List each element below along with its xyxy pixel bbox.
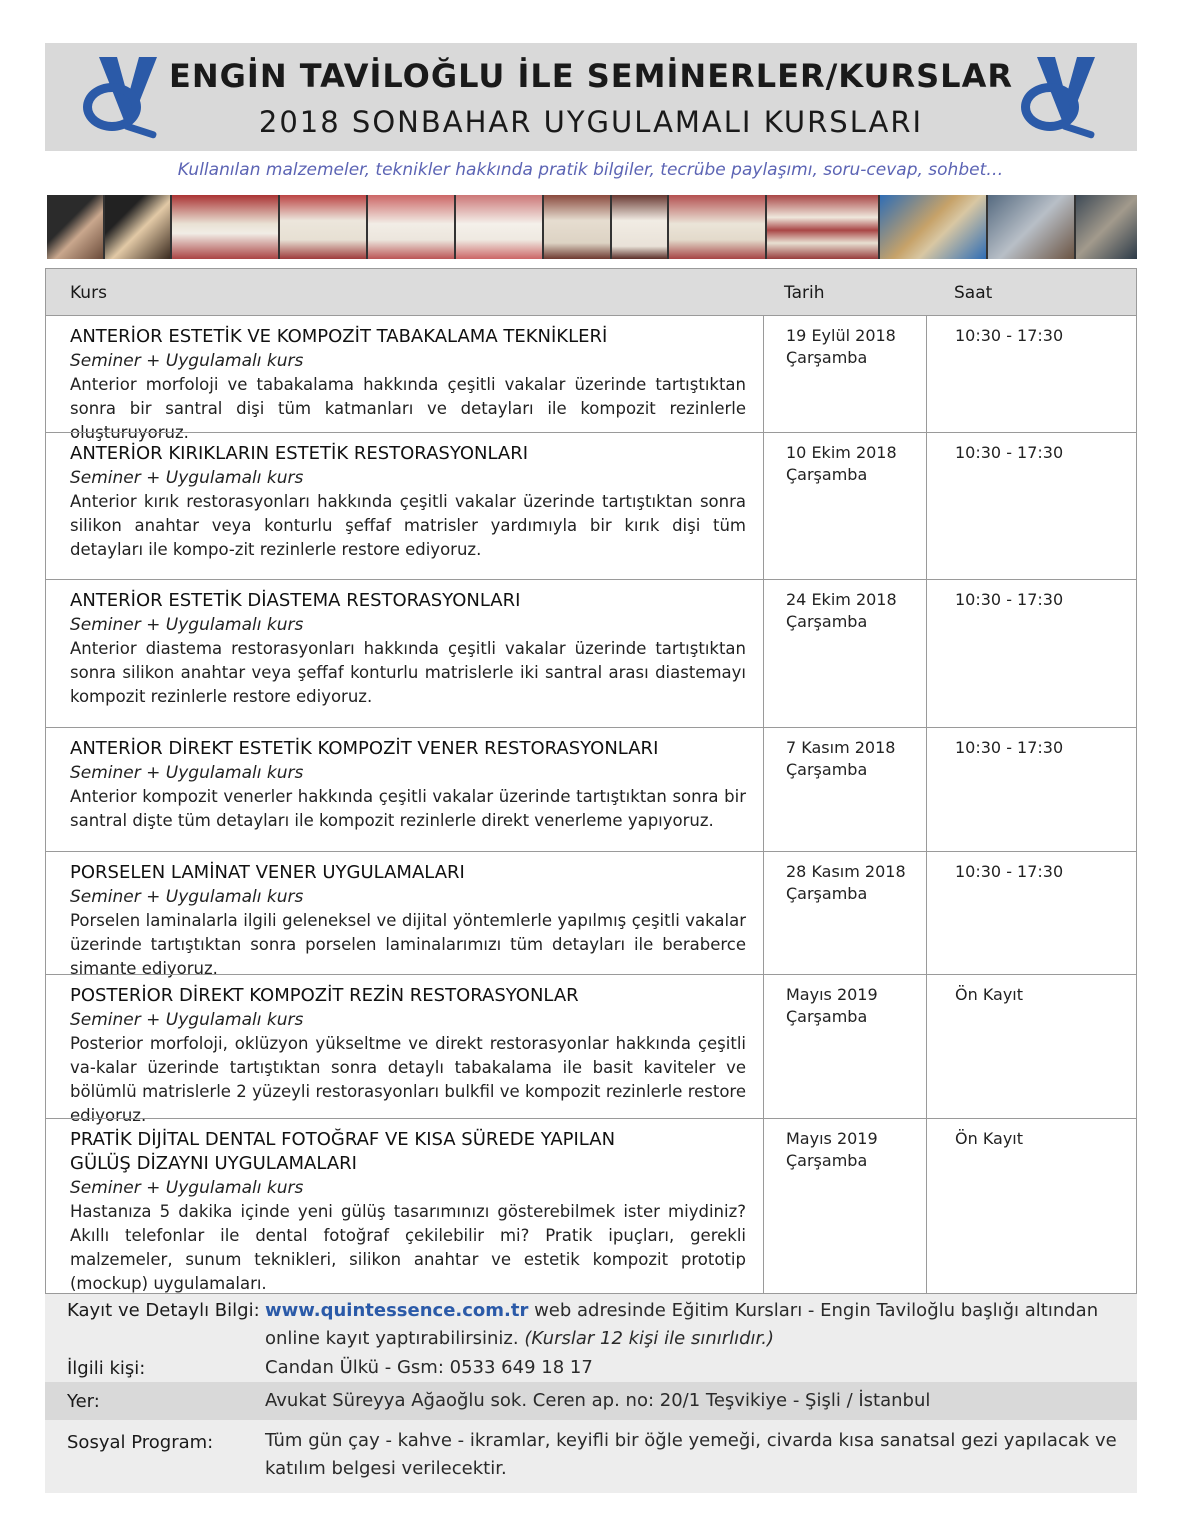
tagline: Kullanılan malzemeler, teknikler hakkında pratik bilgiler, tecrübe paylaşımı, soru-cevap, sohbet… [177, 160, 1004, 180]
page-title: ENGİN TAVİLOĞLU İLE SEMİNERLER/KURSLAR [169, 57, 1013, 95]
website-link[interactable]: www.quintessence.com.tr [265, 1300, 529, 1321]
course-day: Çarşamba [786, 1151, 868, 1170]
course-date: 7 Kasım 2018 [786, 738, 896, 757]
contact-value: Candan Ülkü - Gsm: 0533 649 18 17 [265, 1357, 593, 1378]
registration-label: Kayıt ve Detaylı Bilgi: [67, 1300, 260, 1321]
course-time: 10:30 - 17:30 [955, 862, 1064, 881]
dental-photo [544, 195, 610, 259]
course-description: Anterior morfoloji ve tabakalama hakkında çeşitli vakalar üzerinde tartıştıktan sonra bir santral dişi tüm katmanları ve detayları ile kompozit rezinlerle oluşturuyoruz. [70, 375, 746, 442]
course-day: Çarşamba [786, 760, 868, 779]
course-time: 10:30 - 17:30 [955, 326, 1064, 345]
course-time: 10:30 - 17:30 [955, 590, 1064, 609]
dental-photo [612, 195, 668, 259]
table-row [46, 432, 1136, 579]
course-date: 19 Eylül 2018 [786, 326, 896, 345]
column-header-course: Kurs [70, 283, 107, 303]
course-title-block [70, 1128, 750, 1296]
course-date-cell [786, 589, 897, 633]
course-type: Seminer + Uygulamalı kurs [70, 763, 304, 783]
course-date: 24 Ekim 2018 [786, 590, 897, 609]
course-description: Posterior morfoloji, oklüzyon yükseltme ve direkt restorasyonlar hakkında çeşitli va-kalar üzerinde tartıştıktan sonra detaylı tabakalama ile basit kaviteler ve bölümlü matrislerle 2 yüzeyli restorasyonları bulkfil ve kompozit rezinlerle restore ediyoruz. [70, 1034, 746, 1125]
social-label: Sosyal Program: [67, 1432, 214, 1453]
course-title-block [70, 325, 750, 445]
column-header-time: Saat [954, 283, 993, 303]
course-type: Seminer + Uygulamalı kurs [70, 1010, 304, 1030]
dental-photo [47, 195, 103, 259]
course-title: POSTERİOR DİREKT KOMPOZİT REZİN RESTORASYONLAR [70, 985, 579, 1006]
contact-label: İlgili kişi: [67, 1358, 146, 1379]
course-description: Hastanıza 5 dakika içinde yeni gülüş tasarımınızı gösterebilmek ister miydiniz? Akıllı telefonlar ile dental fotoğraf çekilebilir mi? Pratik ipuçları, gerekli malzemeler, sunum teknikleri, silikon anahtar ve estetik kompozit prototip (mockup) uygulamaları. [70, 1202, 746, 1293]
course-type: Seminer + Uygulamalı kurs [70, 615, 304, 635]
course-title-block [70, 589, 750, 709]
course-time: Ön Kayıt [955, 985, 1024, 1004]
course-date-cell [786, 737, 895, 781]
table-row [46, 727, 1136, 851]
qv-logo-icon [1017, 57, 1111, 141]
dental-photo [1076, 195, 1137, 259]
course-type: Seminer + Uygulamalı kurs [70, 1178, 304, 1198]
course-description: Anterior kompozit venerler hakkında çeşitli vakalar üzerinde tartıştıktan sonra bir santral dişte tüm detayları ile kompozit rezinlerle direkt venerleme yapıyoruz. [70, 787, 746, 830]
course-title-block [70, 861, 750, 981]
course-time: 10:30 - 17:30 [955, 738, 1064, 757]
column-divider [763, 315, 764, 1293]
course-date-cell [786, 442, 897, 486]
course-type: Seminer + Uygulamalı kurs [70, 351, 304, 371]
course-title: ANTERİOR ESTETİK DİASTEMA RESTORASYONLARI [70, 590, 521, 611]
dental-photo [280, 195, 366, 259]
table-row [46, 315, 1136, 442]
social-value: Tüm gün çay - kahve - ikramlar, keyifli bir öğle yemeği, civarda kısa sanatsal gezi yapılacak ve katılım belgesi verilecektir. [265, 1430, 1117, 1479]
course-title: ANTERİOR DİREKT ESTETİK KOMPOZİT VENER RESTORASYONLARI [70, 738, 659, 759]
table-header [46, 269, 1136, 315]
course-time: 10:30 - 17:30 [955, 443, 1064, 462]
table-row [46, 851, 1136, 978]
course-date-cell [786, 861, 906, 905]
course-title: ANTERİOR KIRIKLARIN ESTETİK RESTORASYONLARI [70, 443, 529, 464]
place-value: Avukat Süreyya Ağaoğlu sok. Ceren ap. no: 20/1 Teşvikiye - Şişli / İstanbul [265, 1390, 931, 1411]
registration-row [45, 1294, 1137, 1382]
course-title: PORSELEN LAMİNAT VENER UYGULAMALARI [70, 862, 465, 883]
table-row [46, 1118, 1136, 1293]
course-title: PRATİK DİJİTAL DENTAL FOTOĞRAF VE KISA SÜREDE YAPILAN GÜLÜŞ DİZAYNI UYGULAMALARI [70, 1129, 616, 1174]
place-row [45, 1382, 1137, 1420]
dental-photo [988, 195, 1074, 259]
course-description: Porselen laminalarla ilgili geleneksel ve dijital yöntemlerle yapılmış çeşitli vakalar üzerinde tartıştıktan sonra porselen laminalarımızı tüm detayları ile beraberce simante ediyoruz. [70, 911, 746, 978]
course-day: Çarşamba [786, 612, 868, 631]
course-date: 28 Kasım 2018 [786, 862, 906, 881]
registration-value [265, 1297, 1125, 1353]
course-title: ANTERİOR ESTETİK VE KOMPOZİT TABAKALAMA TEKNİKLERİ [70, 326, 608, 347]
registration-note: (Kurslar 12 kişi ile sınırlıdır.) [524, 1328, 775, 1349]
course-date-cell [786, 325, 896, 369]
course-day: Çarşamba [786, 465, 868, 484]
course-date-cell [786, 1128, 878, 1172]
course-date: 10 Ekim 2018 [786, 443, 897, 462]
place-label: Yer: [67, 1391, 100, 1412]
course-title-block [70, 984, 750, 1128]
dental-photo [172, 195, 278, 259]
column-header-date: Tarih [784, 283, 825, 303]
course-day: Çarşamba [786, 884, 868, 903]
course-title-block [70, 737, 750, 833]
course-date: Mayıs 2019 [786, 1129, 878, 1148]
dental-photo [456, 195, 542, 259]
column-divider [926, 315, 927, 1293]
photo-strip [47, 195, 1137, 259]
table-row [46, 579, 1136, 727]
dental-photo [105, 195, 171, 259]
course-type: Seminer + Uygulamalı kurs [70, 468, 304, 488]
page-subtitle-heading: 2018 SONBAHAR UYGULAMALI KURSLARI [258, 105, 924, 139]
header-banner [45, 43, 1137, 151]
dental-photo [368, 195, 454, 259]
course-date-cell [786, 984, 878, 1028]
course-table [45, 268, 1137, 1294]
course-day: Çarşamba [786, 348, 868, 367]
registration-text: web adresinde Eğitim Kursları - Engin Taviloğlu başlığı altından online kayıt yaptırabilirsiniz. [265, 1300, 1099, 1349]
course-description: Anterior diastema restorasyonları hakkında çeşitli vakalar üzerinde tartıştıktan sonra silikon anahtar veya şeffaf konturlu matrislerle iki santral arası diastemayı kompozit rezinlerle restore ediyoruz. [70, 639, 746, 706]
course-type: Seminer + Uygulamalı kurs [70, 887, 304, 907]
course-description: Anterior kırık restorasyonları hakkında çeşitli vakalar üzerinde tartıştıktan sonra silikon anahtar veya konturlu şeffaf matrisler yardımıyla bir kırık dişi tüm detayları ile kompo-zit rezinlerle restore ediyoruz. [70, 492, 746, 559]
social-row [45, 1420, 1137, 1493]
dental-photo [880, 195, 986, 259]
course-title-block [70, 442, 750, 562]
dental-photo [669, 195, 765, 259]
dental-photo [767, 195, 878, 259]
course-date: Mayıs 2019 [786, 985, 878, 1004]
table-row [46, 974, 1136, 1125]
course-time: Ön Kayıt [955, 1129, 1024, 1148]
course-day: Çarşamba [786, 1007, 868, 1026]
